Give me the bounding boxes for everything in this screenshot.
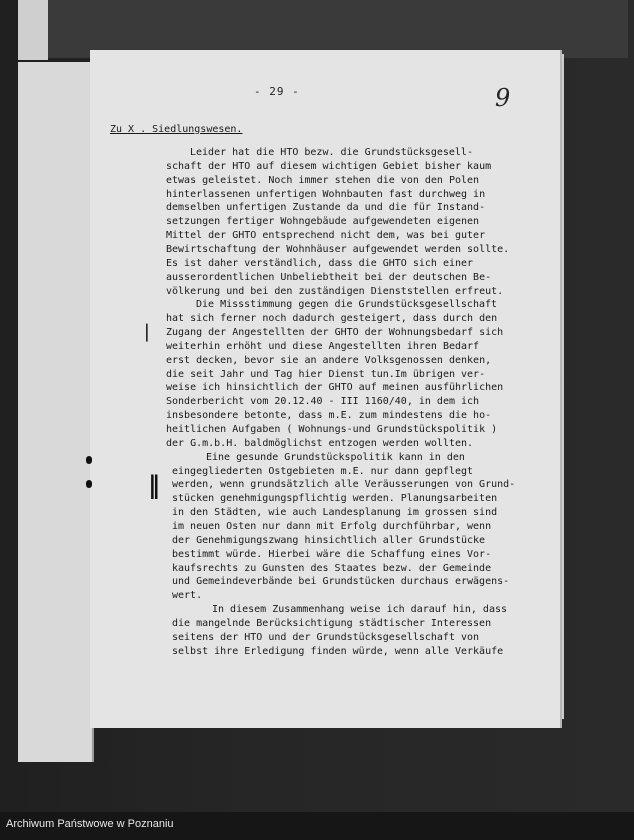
text-line: erst decken, bevor sie an andere Volksgenossen denken, <box>166 355 492 366</box>
punch-hole-mark <box>86 480 92 488</box>
text-line: Es ist daher verständlich, dass die GHTO sich einer <box>166 258 474 269</box>
text-line: im neuen Osten nur dann mit Erfolg durchführbar, wenn <box>172 521 492 532</box>
text-line: Sonderbericht vom 20.12.40 - III 1160/40, in dem ich <box>166 396 480 407</box>
text-line: der Genehmigungszwang hinsichtlich aller Grundstücke <box>172 535 486 546</box>
section-heading: Zu X . Siedlungswesen. <box>110 124 243 135</box>
text-line: insbesondere betonte, dass m.E. zum mindestens die ho- <box>166 410 492 421</box>
text-line: völkerung und bei den zuständigen Dienststellen erfreut. <box>166 286 504 297</box>
text-line: Bewirtschaftung der Wohnhäuser aufgewendet werden sollte. <box>166 244 510 255</box>
text-line: eingegliederten Ostgebieten m.E. nur dann gepflegt <box>172 466 474 477</box>
text-line: und Gemeindeverbände bei Grundstücken durchaus erwägens- <box>172 576 510 587</box>
margin-stroke-mark: ⎸ <box>146 322 164 343</box>
text-line: die mangelnde Berücksichtigung städtischer Interessen <box>172 618 492 629</box>
text-line: heitlichen Aufgaben ( Wohnungs-und Grundstückspolitik ) <box>166 424 498 435</box>
text-line: werden, wenn grundsätzlich alle Veräusserungen von Grund- <box>172 479 516 490</box>
folio-number: 9 <box>495 84 511 112</box>
text-line: weiterhin erhöht und diese Angestellten ihren Bedarf <box>166 341 480 352</box>
text-line: wert. <box>172 590 203 601</box>
text-line: ausserordentlichen Unbeliebtheit bei der deutschen Be- <box>166 272 492 283</box>
text-line: bestimmt würde. Hierbei wäre die Schaffung eines Vor- <box>172 549 492 560</box>
archive-label: Archiwum Państwowe w Poznaniu <box>6 818 174 830</box>
text-line: die seit Jahr und Tag hier Dienst tun.Im übrigen ver- <box>166 369 486 380</box>
text-line: Leider hat die HTO bezw. die Grundstücksgesell- <box>190 147 473 158</box>
text-line: weise ich hinsichtlich der GHTO auf meinen ausführlichen <box>166 382 504 393</box>
text-line: hat sich ferner noch dadurch gesteigert, dass durch den <box>166 313 498 324</box>
text-line: seitens der HTO und der Grundstücksgesellschaft von <box>172 632 480 643</box>
text-line: in den Städten, wie auch Landesplanung im grossen sind <box>172 507 498 518</box>
binding-strip <box>18 0 48 60</box>
margin-double-stroke-mark: ‖ <box>148 470 160 499</box>
back-page <box>18 62 94 762</box>
text-line: demselben unfertigen Zustande da und die für Instand- <box>166 202 486 213</box>
text-line: Zugang der Angestellten der GHTO der Wohnungsbedarf sich <box>166 327 504 338</box>
text-line: schaft der HTO auf diesem wichtigen Gebiet bisher kaum <box>166 161 492 172</box>
text-line: Mittel der GHTO entsprechend nicht dem, was bei guter <box>166 230 486 241</box>
text-line: hinterlassenen unfertigen Wohnbauten fast durchweg in <box>166 189 486 200</box>
page-number: - 29 - <box>254 85 300 98</box>
text-line: In diesem Zusammenhang weise ich darauf hin, dass <box>212 604 508 615</box>
text-line: selbst ihre Erledigung finden würde, wenn alle Verkäufe <box>172 646 504 657</box>
punch-hole-mark <box>86 456 92 464</box>
text-line: Eine gesunde Grundstückspolitik kann in den <box>206 452 465 463</box>
text-line: der G.m.b.H. baldmöglichst entzogen werden wollten. <box>166 438 474 449</box>
text-line: etwas geleistet. Noch immer stehen die von den Polen <box>166 175 480 186</box>
text-line: setzungen fertiger Wohngebäude aufgewendeten eigenen <box>166 216 480 227</box>
text-line: stücken genehmigungspflichtig werden. Planungsarbeiten <box>172 493 498 504</box>
text-line: kaufsrechts zu Gunsten des Staates bezw. der Gemeinde <box>172 563 492 574</box>
text-line: Die Missstimmung gegen die Grundstücksgesellschaft <box>196 299 498 310</box>
